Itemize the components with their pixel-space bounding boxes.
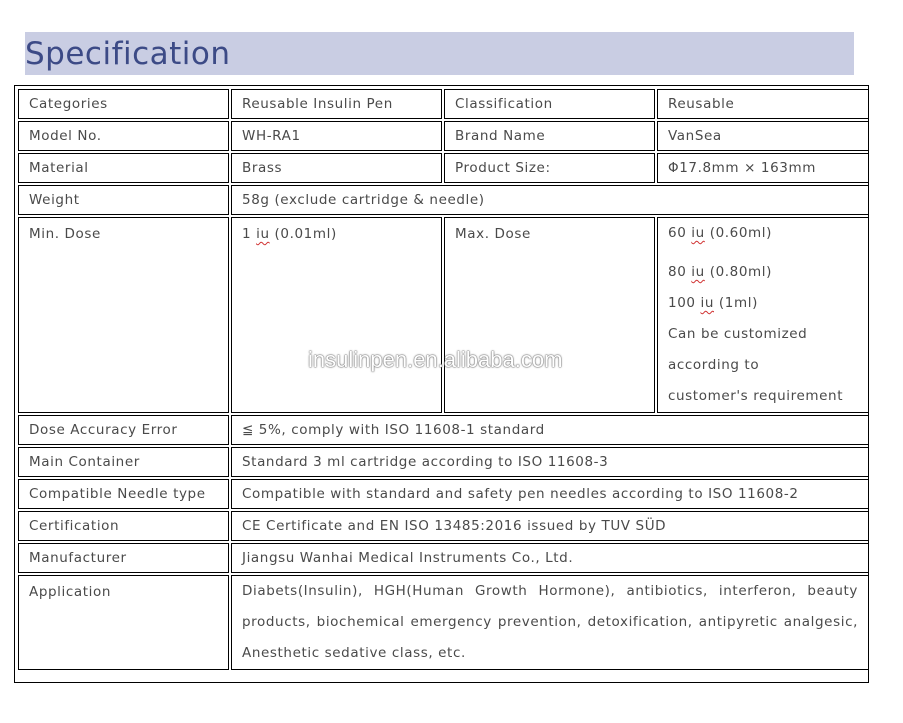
application-text: Diabets(Insulin), HGH(Human Growth Hormone), antibiotics, interferon, beauty products, biochemical emergency prevention, detoxification, antipyretic analgesic, Anesthetic sedative class, etc. xyxy=(242,583,858,661)
min-dose-number: 1 xyxy=(242,226,252,242)
row-value: Reusable xyxy=(657,89,869,119)
table-row xyxy=(18,415,869,445)
dose-unit: iu xyxy=(691,225,705,241)
dose-unit: iu xyxy=(700,295,714,311)
row-label: Application xyxy=(18,575,229,670)
row-label: Main Container xyxy=(18,447,229,477)
spec-table-frame xyxy=(14,85,869,683)
table-row xyxy=(18,89,869,119)
table-row xyxy=(18,511,869,541)
table-row xyxy=(18,121,869,151)
row-value: Jiangsu Wanhai Medical Instruments Co., Ltd. xyxy=(231,543,869,573)
dose-number: 80 xyxy=(668,264,687,280)
table-row xyxy=(18,479,869,509)
max-dose-line xyxy=(668,257,858,288)
custom-note-line: according to xyxy=(668,357,760,373)
dose-number: 100 xyxy=(668,295,696,311)
row-value: ≦ 5%, comply with ISO 11608-1 standard xyxy=(231,415,869,445)
dose-volume: (0.80ml) xyxy=(709,264,773,280)
row-label: Model No. xyxy=(18,121,229,151)
row-label: Max. Dose xyxy=(444,217,655,413)
row-label: Material xyxy=(18,153,229,183)
row-value: CE Certificate and EN ISO 13485:2016 issued by TUV SÜD xyxy=(231,511,869,541)
row-value: VanSea xyxy=(657,121,869,151)
row-label: Min. Dose xyxy=(18,217,229,413)
title-banner xyxy=(25,32,854,75)
row-label: Classification xyxy=(444,89,655,119)
row-label: Certification xyxy=(18,511,229,541)
watermark-text: insulinpen.en.alibaba.com xyxy=(308,347,563,372)
max-dose-line xyxy=(668,226,858,241)
dose-unit: iu xyxy=(691,264,705,280)
page-title: Specification xyxy=(25,36,231,72)
row-value: Brass xyxy=(231,153,442,183)
row-label: Product Size: xyxy=(444,153,655,183)
table-row xyxy=(18,543,869,573)
dose-number: 60 xyxy=(668,225,687,241)
row-label: Brand Name xyxy=(444,121,655,151)
row-label: Weight xyxy=(18,185,229,215)
row-label: Dose Accuracy Error xyxy=(18,415,229,445)
row-value: Compatible with standard and safety pen needles according to ISO 11608-2 xyxy=(231,479,869,509)
custom-note-line: Can be customized xyxy=(668,326,808,342)
spec-table xyxy=(16,87,871,672)
max-dose-value xyxy=(657,217,869,413)
table-row xyxy=(18,153,869,183)
custom-note-line: customer's requirement xyxy=(668,388,844,404)
table-row xyxy=(18,185,869,215)
row-value: 58g (exclude cartridge & needle) xyxy=(231,185,869,215)
row-label: Manufacturer xyxy=(18,543,229,573)
dose-volume: (0.60ml) xyxy=(709,225,773,241)
dose-volume: (1ml) xyxy=(718,295,758,311)
max-dose-line xyxy=(668,288,858,319)
row-value: Standard 3 ml cartridge according to ISO 11608-3 xyxy=(231,447,869,477)
row-label: Compatible Needle type xyxy=(18,479,229,509)
table-row xyxy=(18,217,869,413)
min-dose-unit: iu xyxy=(256,226,270,242)
min-dose-volume: (0.01ml) xyxy=(274,226,337,242)
row-value: WH-RA1 xyxy=(231,121,442,151)
row-value: Reusable Insulin Pen xyxy=(231,89,442,119)
row-label: Categories xyxy=(18,89,229,119)
row-value xyxy=(231,575,869,670)
min-dose-value xyxy=(231,217,442,413)
table-row xyxy=(18,575,869,670)
table-row xyxy=(18,447,869,477)
row-value: Φ17.8mm × 163mm xyxy=(657,153,869,183)
